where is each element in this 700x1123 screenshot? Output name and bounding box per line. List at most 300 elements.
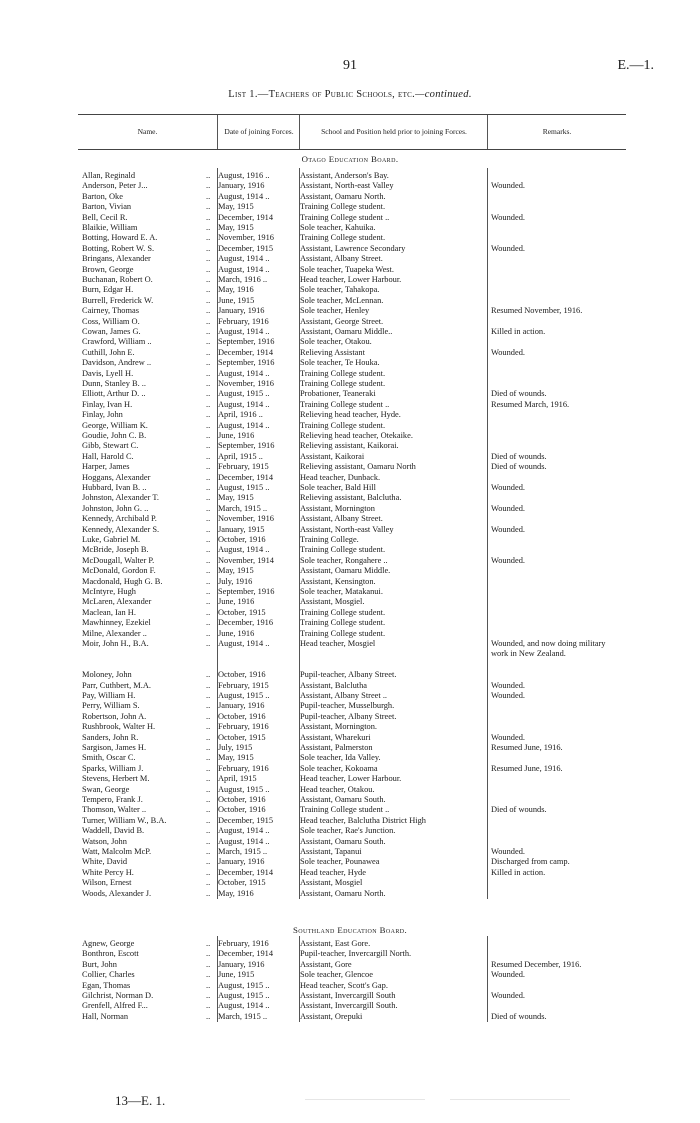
remarks: Discharged from camp. [491,857,570,867]
leader-dots: .. [206,379,211,388]
section-title-otago: Otago Education Board. [301,154,399,164]
school-position: Training College student. [300,379,386,388]
table-header [78,114,626,150]
leader-dots: .. [206,441,211,451]
leader-dots: .. [206,691,211,700]
table-row [78,785,626,795]
leader-dots: .. [206,670,211,680]
teacher-name: Cowan, James G. [82,327,141,336]
school-position: Head teacher, Otakou. [300,784,375,794]
school-position: Training College student. [300,618,386,628]
leader-dots: .. [206,171,211,180]
table-row [78,618,626,628]
date-joined: February, 1916 [218,316,269,326]
leader-dots: .. [206,857,211,867]
table-row [78,410,626,420]
table-row [78,826,626,836]
teacher-name: Luke, Gabriel M. [82,535,141,544]
school-position: Training College student. [300,420,386,430]
date-joined: August, 1915 .. [218,980,270,990]
leader-dots: .. [206,805,211,815]
school-position: Sole teacher, Bald Hill [300,483,376,492]
date-joined: December, 1914 [218,347,274,357]
teacher-name: Bell, Cecil R. [82,212,128,222]
table-row [78,431,626,441]
table-row [78,960,626,970]
remarks: Wounded. [491,503,525,513]
leader-dots: .. [206,316,211,326]
table-row [78,296,626,306]
school-position: Assistant, North-east Valley [300,181,394,191]
table-row [78,379,626,389]
leader-dots: .. [206,587,211,596]
school-position: Pupil-teacher, Albany Street. [300,670,397,680]
leader-dots: .. [206,493,211,503]
teacher-name: Cairney, Thomas [82,306,139,316]
remarks: Died of wounds. [491,462,547,472]
teacher-name: Kennedy, Alexander S. [82,524,160,534]
school-position: Sole teacher, McLennan. [300,295,384,305]
leader-dots: .. [206,483,211,492]
teacher-name: Turner, William W., B.A. [82,815,167,825]
leader-dots: .. [206,389,211,399]
table-row [78,369,626,379]
leader-dots: .. [206,763,211,773]
date-joined: January, 1915 [218,524,265,534]
leader-dots: .. [206,826,211,836]
date-joined: February, 1916 [218,763,269,773]
leader-dots: .. [206,275,211,284]
remarks: Wounded. [491,181,525,191]
table-row [78,577,626,587]
remarks: Resumed March, 1916. [491,399,570,409]
table-row [78,722,626,732]
teacher-name: Robertson, John A. [82,711,147,721]
date-joined: August, 1915 .. [218,691,270,700]
leader-dots: .. [206,451,211,461]
leader-dots: .. [206,254,211,264]
leader-dots: .. [206,233,211,243]
school-position: Head teacher, Dunback. [300,472,381,482]
remarks: Died of wounds. [491,1011,547,1021]
leader-dots: .. [206,959,211,969]
leader-dots: .. [206,358,211,368]
date-joined: April, 1915 .. [218,451,263,461]
table-row [78,1001,626,1011]
date-joined: August, 1914 .. [218,327,270,336]
leader-dots: .. [206,701,211,711]
column-divider [487,168,488,899]
table-row [78,691,626,701]
remarks: Resumed June, 1916. [491,743,563,752]
teacher-name: Blaikie, William [82,223,138,232]
leader-dots: .. [206,503,211,513]
leader-dots: .. [206,514,211,524]
teacher-name: Grenfell, Alfred F... [82,1001,148,1011]
leader-dots: .. [206,867,211,877]
leader-dots: .. [206,878,211,888]
date-joined: December, 1914 [218,949,274,959]
remarks: Resumed June, 1916. [491,763,563,773]
table-row [78,462,626,472]
date-joined: September, 1916 [218,587,275,596]
remarks: Wounded. [491,847,525,856]
header-date: Date of joining Forces. [224,126,294,136]
table-row [78,753,626,763]
leader-dots: .. [206,680,211,690]
leader-dots: .. [206,949,211,959]
leader-dots: .. [206,202,211,212]
date-joined: September, 1916 [218,358,275,368]
teacher-name: Anderson, Peter J... [82,181,148,191]
section-title-southland: Southland Education Board. [292,925,408,935]
school-position: Sole teacher, Rongahere .. [300,555,388,565]
school-position: Assistant, Oamaru North. [300,191,386,201]
teacher-name: Brown, George [82,264,134,274]
header-divider [299,115,300,149]
remarks: Wounded. [491,212,525,222]
table-row [78,837,626,847]
date-joined: October, 1916 [218,711,266,721]
teacher-name: Macdonald, Hugh G. B. [82,576,163,586]
table-row [78,608,626,618]
school-position: Sole teacher, Matakanui. [300,587,383,596]
leader-dots: .. [206,420,211,430]
date-joined: November, 1916 [218,233,274,243]
leader-dots: .. [206,472,211,482]
leader-dots: .. [206,576,211,586]
leader-dots: .. [206,795,211,804]
teacher-name: Burt, John [82,959,117,969]
remarks: Wounded. [491,347,525,357]
teacher-name: McDonald, Gordon F. [82,566,156,576]
leader-dots: .. [206,970,211,980]
table-row [78,587,626,597]
leader-dots: .. [206,306,211,316]
school-position: Assistant, Oamaru North. [300,888,386,898]
date-joined: May, 1915 [218,566,254,576]
title-prefix: List 1.— [228,89,269,100]
date-joined: April, 1916 .. [218,410,263,420]
date-joined: October, 1916 [218,535,266,544]
table-row [78,337,626,347]
header-divider [217,115,218,149]
table-row [78,556,626,566]
leader-dots: .. [206,1011,211,1021]
date-joined: August, 1914 .. [218,1001,270,1011]
table-row [78,629,626,639]
teacher-name: Hall, Harold C. [82,451,134,461]
teacher-name: Davidson, Andrew .. [82,358,152,368]
leader-dots: .. [206,607,211,617]
date-joined: August, 1916 .. [218,171,270,180]
faint-rule [305,1099,425,1100]
table-row [78,483,626,493]
table-row [78,795,626,805]
school-position: Sole teacher, Pounawea [300,857,380,867]
teacher-name: Cuthill, John E. [82,347,135,357]
table-row [78,743,626,753]
table-row [78,504,626,514]
leader-dots: .. [206,399,211,409]
school-position: Sole teacher, Tuapeka West. [300,264,394,274]
table-row [78,327,626,337]
date-joined: August, 1915 .. [218,389,270,399]
page-number: 91 [343,58,357,73]
school-position: Sole teacher, Otakou. [300,337,372,347]
school-position: Assistant, Orepuki [300,1011,363,1021]
faint-rule [450,1099,570,1100]
table-row [78,223,626,233]
date-joined: October, 1915 [218,607,266,617]
table-row [78,181,626,191]
school-position: Head teacher, Scott's Gap. [300,980,388,990]
teacher-name: Barton, Oke [82,191,123,201]
school-position: Assistant, Wharekuri [300,732,371,742]
date-joined: November, 1916 [218,379,274,388]
date-joined: March, 1915 .. [218,1011,268,1021]
teacher-name: Burn, Edgar H. [82,285,134,295]
date-joined: September, 1916 [218,337,275,347]
remarks: Wounded. [491,732,525,742]
table-row [78,566,626,576]
teacher-name: Pay, William H. [82,691,136,700]
date-joined: July, 1915 [218,743,253,752]
date-joined: August, 1914 .. [218,399,270,409]
school-position: Training College student .. [300,212,390,222]
date-joined: September, 1916 [218,441,275,451]
school-position: Assistant, Mosgiel [300,878,363,888]
teacher-name: Botting, Howard E. A. [82,233,158,243]
teacher-name: Gilchrist, Norman D. [82,991,154,1000]
school-position: Assistant, Kensington. [300,576,376,586]
leader-dots: .. [206,566,211,576]
teacher-name: Thomson, Walter .. [82,805,147,815]
teacher-name: Kennedy, Archibald P. [82,514,157,524]
school-position: Assistant, Invercargill South. [300,1001,398,1011]
school-position: Training College student. [300,607,386,617]
date-joined: June, 1916 [218,597,255,607]
leader-dots: .. [206,410,211,420]
leader-dots: .. [206,888,211,898]
remarks: Died of wounds. [491,805,547,815]
leader-dots: .. [206,991,211,1000]
teacher-name: Harper, James [82,462,130,472]
school-position: Assistant, Oamaru South. [300,795,386,804]
date-joined: October, 1915 [218,732,266,742]
teacher-name: Finlay, John [82,410,123,420]
page-reference: E.—1. [617,58,654,73]
date-joined: December, 1916 [218,618,274,628]
table-row [78,733,626,743]
teacher-name: Agnew, George [82,939,135,948]
school-position: Assistant, Albany Street. [300,254,383,264]
school-position: Training College student. [300,233,386,243]
list-title [0,89,700,100]
date-joined: February, 1916 [218,939,269,948]
school-position: Assistant, Kaikorai [300,451,365,461]
table-row [78,441,626,451]
remarks: Wounded. [491,970,525,980]
leader-dots: .. [206,980,211,990]
school-position: Assistant, Anderson's Bay. [300,171,389,180]
school-position: Pupil-teacher, Albany Street. [300,711,397,721]
table-row [78,712,626,722]
school-position: Training College student. [300,202,386,212]
school-position: Head teacher, Lower Harbour. [300,774,402,784]
leader-dots: .. [206,368,211,378]
leader-dots: .. [206,597,211,607]
date-joined: August, 1914 .. [218,420,270,430]
teacher-name: Sparks, William J. [82,763,144,773]
leader-dots: .. [206,743,211,752]
teacher-name: Egan, Thomas [82,980,131,990]
school-position: Head teacher, Lower Harbour. [300,275,402,284]
school-position: Sole teacher, Kahuika. [300,223,376,232]
table-row [78,970,626,980]
teacher-name: Burrell, Frederick W. [82,295,154,305]
school-position: Sole teacher, Glencoe [300,970,373,980]
teacher-name: Woods, Alexander J. [82,888,152,898]
header-name: Name. [137,126,158,136]
teacher-name: Gibb, Stewart C. [82,441,139,451]
leader-dots: .. [206,836,211,846]
date-joined: June, 1915 [218,295,255,305]
leader-dots: .. [206,264,211,274]
table-row [78,847,626,857]
teacher-name: Smith, Oscar C. [82,753,136,763]
school-position: Assistant, East Gore. [300,939,371,948]
teacher-name: Bonthron, Escott [82,949,139,959]
date-joined: May, 1916 [218,285,254,295]
leader-dots: .. [206,212,211,222]
leader-dots: .. [206,431,211,440]
teacher-name: McIntyre, Hugh [82,587,136,596]
leader-dots: .. [206,347,211,357]
teacher-name: Hall, Norman [82,1011,129,1021]
teacher-name: Watson, John [82,836,127,846]
table-row [78,348,626,358]
teacher-name: Coss, William O. [82,316,140,326]
school-position: Assistant, Tapanui [300,847,362,856]
teacher-name: Hoggans, Alexander [82,472,151,482]
column-divider [217,936,218,1022]
date-joined: November, 1914 [218,555,274,565]
teacher-name: Perry, William S. [82,701,140,711]
date-joined: October, 1916 [218,670,266,680]
teacher-name: Dunn, Stanley B. .. [82,379,146,388]
teacher-name: Bringans, Alexander [82,254,151,264]
leader-dots: .. [206,618,211,628]
table-row [78,202,626,212]
school-position: Sole teacher, Ida Valley. [300,753,381,763]
school-position: Training College student. [300,368,386,378]
table-row [78,171,626,181]
date-joined: August, 1914 .. [218,826,270,836]
school-position: Head teacher, Mosgiel [300,639,376,648]
leader-dots: .. [206,628,211,638]
leader-dots: .. [206,639,211,648]
date-joined: May, 1915 [218,493,254,503]
remarks: Wounded, and now doing military work in New Zealand. [491,639,606,659]
table-row [78,681,626,691]
school-position: Pupil-teacher, Musselburgh. [300,701,395,711]
teacher-name: Botting, Robert W. S. [82,243,155,253]
column-divider [299,168,300,899]
table-row [78,597,626,607]
table-row [78,254,626,264]
school-position: Sole teacher, Rae's Junction. [300,826,396,836]
teacher-name: Johnston, Alexander T. [82,493,159,503]
teacher-name: White, David [82,857,128,867]
leader-dots: .. [206,722,211,732]
leader-dots: .. [206,327,211,336]
school-position: Training College student .. [300,805,390,815]
date-joined: December, 1914 [218,212,274,222]
leader-dots: .. [206,1001,211,1011]
school-position: Head teacher, Balclutha District High [300,815,426,825]
date-joined: January, 1916 [218,959,265,969]
date-joined: February, 1916 [218,722,269,732]
school-position: Assistant, Oamaru Middle.. [300,327,393,336]
school-position: Assistant, Albany Street. [300,514,383,524]
table-row [78,981,626,991]
table-row [78,452,626,462]
table-row [78,816,626,826]
table-row [78,514,626,524]
date-joined: May, 1915 [218,753,254,763]
table-row [78,774,626,784]
teacher-name: Moir, John H., B.A. [82,639,149,648]
school-position: Relieving head teacher, Hyde. [300,410,401,420]
table-row [78,701,626,711]
table-row [78,358,626,368]
remarks: Wounded. [491,680,525,690]
date-joined: October, 1915 [218,878,266,888]
leader-dots: .. [206,847,211,856]
teacher-name: Sanders, John R. [82,732,139,742]
date-joined: August, 1914 .. [218,639,270,648]
teacher-name: Watt, Malcolm McP. [82,847,152,856]
table-row [78,265,626,275]
school-position: Sole teacher, Te Houka. [300,358,380,368]
teacher-name: Swan, George [82,784,130,794]
remarks: Wounded. [491,691,525,700]
table-row [78,868,626,878]
leader-dots: .. [206,815,211,825]
school-position: Training College student. [300,545,386,555]
school-position: Assistant, Balclutha [300,680,367,690]
table-row [78,285,626,295]
school-position: Probationer, Teaneraki [300,389,376,399]
leader-dots: .. [206,191,211,201]
teacher-name: Waddell, David B. [82,826,145,836]
date-joined: August, 1915 .. [218,991,270,1000]
remarks: Died of wounds. [491,451,547,461]
table-row [78,421,626,431]
remarks: Killed in action. [491,867,546,877]
teacher-name: Finlay, Ivan H. [82,399,133,409]
date-joined: January, 1916 [218,701,265,711]
school-position: Assistant, Mornington. [300,722,378,732]
date-joined: December, 1914 [218,867,274,877]
date-joined: December, 1915 [218,243,274,253]
table-row [78,275,626,285]
table-row [78,192,626,202]
leader-dots: .. [206,223,211,232]
date-joined: December, 1915 [218,815,274,825]
date-joined: August, 1914 .. [218,191,270,201]
